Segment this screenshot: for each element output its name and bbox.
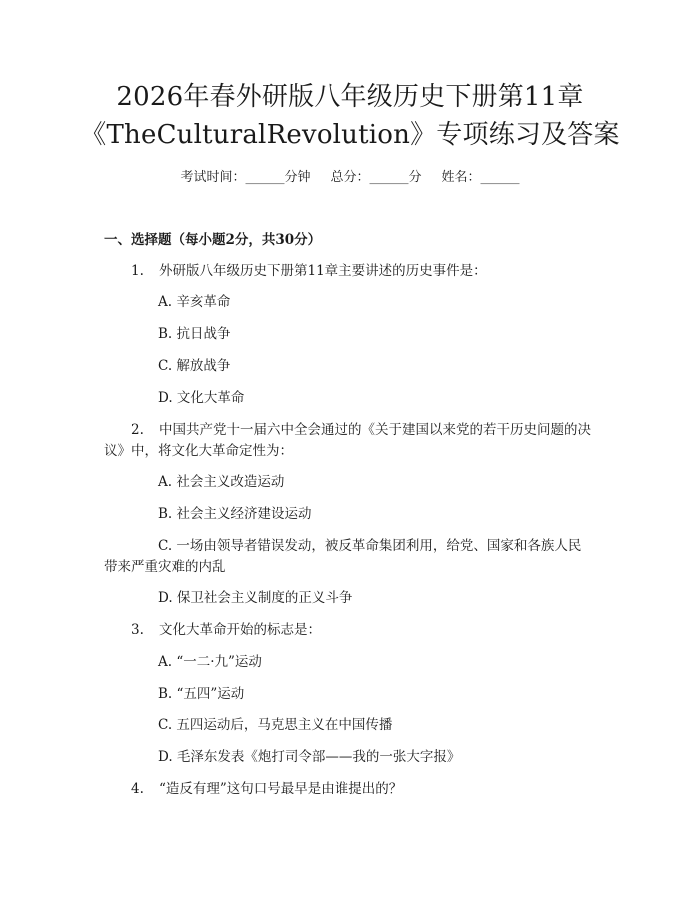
question-1 [131,261,487,281]
question-2-text-continued: 议》中，将文化大革命定性为： [104,443,293,459]
document-title-line-2: 《TheCulturalRevolution》专项练习及答案 [80,120,620,150]
question-3-option-c: C. 五四运动后，马克思主义在中国传播 [158,717,393,733]
question-number: 3. [131,622,144,638]
section-heading: 一、选择题（每小题2分，共30分） [104,232,322,248]
question-3 [131,620,321,640]
question-text: 中国共产党十一届六中全会通过的《关于建国以来党的若干历史问题的决 [159,422,591,438]
question-2-option-c-continued: 带来严重灾难的内乱 [104,559,226,575]
exam-time-unit: 分钟 [284,170,311,185]
name-blank: ______ [480,170,520,185]
exam-info-line [0,169,700,187]
document-title-line-1: 2026年春外研版八年级历史下册第11章 [116,82,584,112]
name-label: 姓名： [441,170,481,185]
exam-time-blank: ______ [245,170,285,185]
question-text: 外研版八年级历史下册第11章主要讲述的历史事件是： [159,263,487,279]
question-1-option-c: C. 解放战争 [158,358,231,374]
question-2-option-d: D. 保卫社会主义制度的正义斗争 [158,590,353,606]
question-number: 4. [131,781,144,797]
question-number: 2. [131,422,144,438]
score-unit: 分 [408,170,422,185]
question-text: 文化大革命开始的标志是： [159,622,321,638]
question-3-option-d: D. 毛泽东发表《炮打司令部——我的一张大字报》 [158,749,461,765]
score-blank: ______ [369,170,409,185]
score-label: 总分： [330,170,370,185]
question-2-option-b: B. 社会主义经济建设运动 [158,506,312,522]
question-3-option-a: A. “一二·九”运动 [158,654,262,670]
question-2-option-a: A. 社会主义改造运动 [158,474,285,490]
question-number: 1. [131,263,144,279]
question-text: “造反有理”这句口号最早是由谁提出的？ [159,781,403,797]
question-1-option-b: B. 抗日战争 [158,326,231,342]
question-1-option-a: A. 辛亥革命 [158,294,231,310]
exam-time-label: 考试时间： [180,170,246,185]
question-2-option-c: C. 一场由领导者错误发动，被反革命集团利用，给党、国家和各族人民 [158,538,582,554]
question-3-option-b: B. “五四”运动 [158,686,245,702]
question-2 [131,420,591,440]
question-4 [131,779,402,799]
question-1-option-d: D. 文化大革命 [158,390,245,406]
